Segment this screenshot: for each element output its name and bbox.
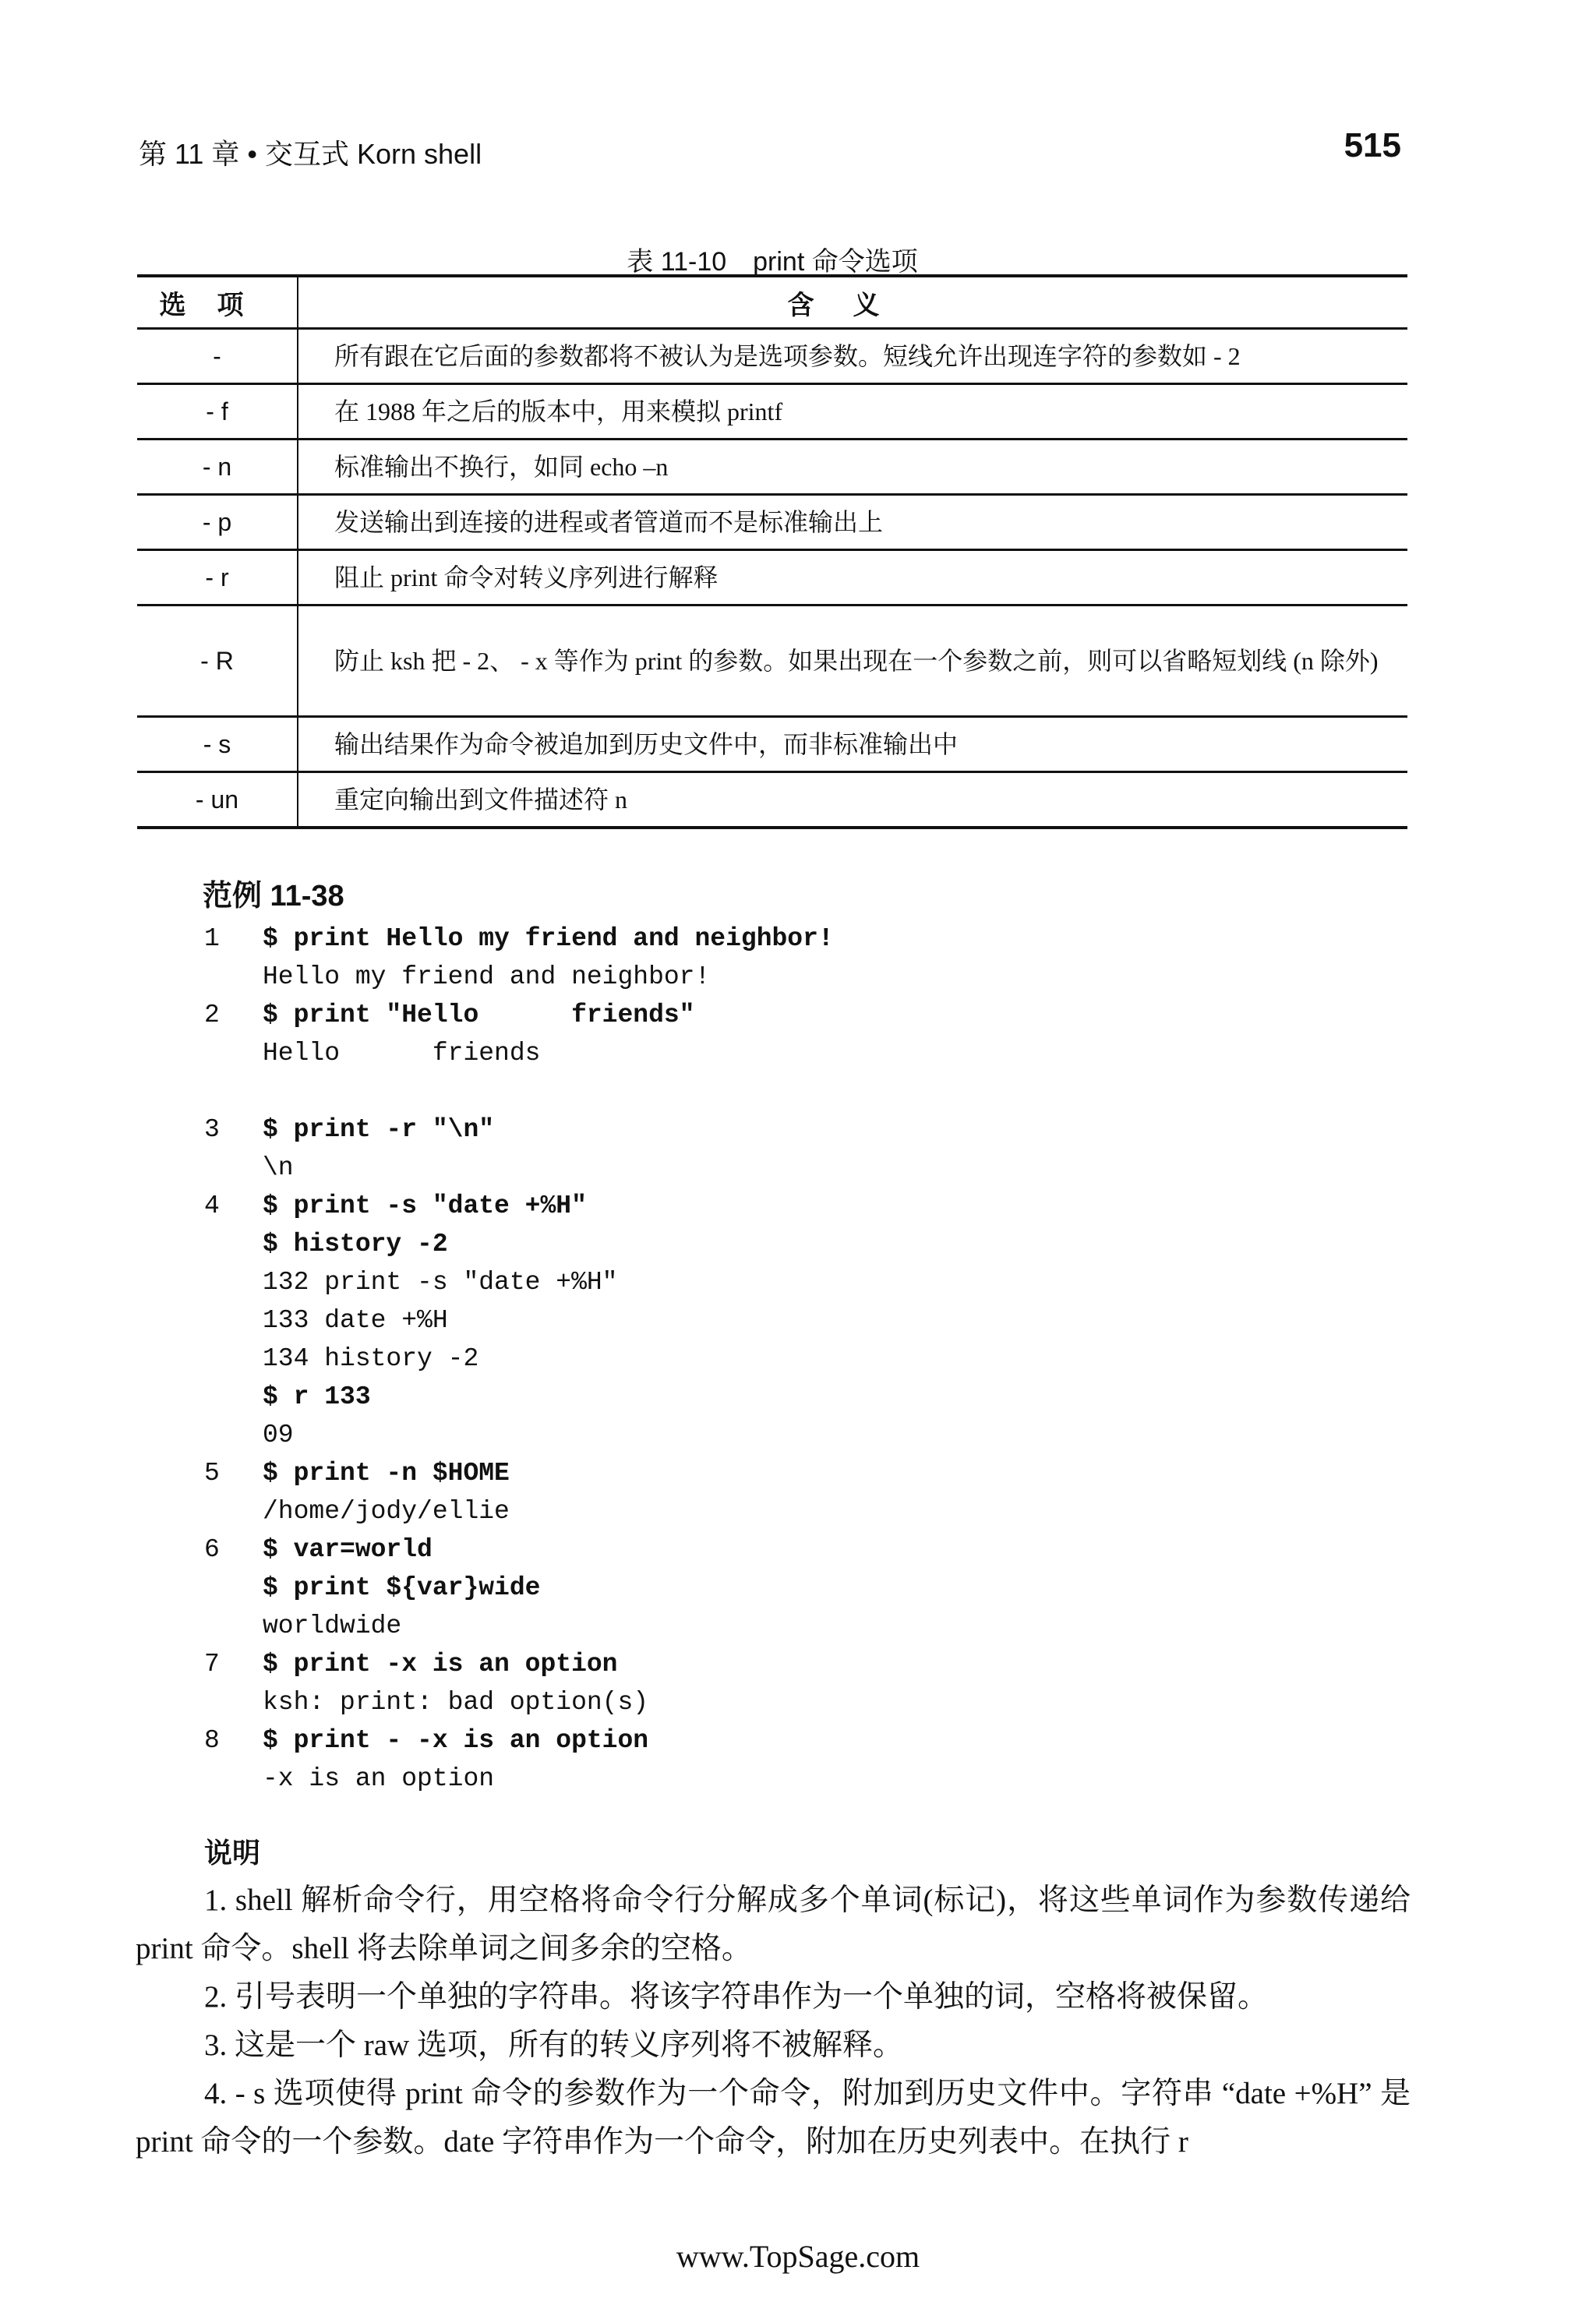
code-line (204, 1340, 1373, 1378)
code-line (204, 1378, 1373, 1416)
column-header-option: 选项 (137, 276, 298, 329)
meaning-cell: 防止 ksh 把 - 2、 - x 等作为 print 的参数。如果出现在一个参数之前，则可以省略短划线 (n 除外) (334, 647, 1379, 675)
code-line (204, 1416, 1373, 1454)
output-text: -x is an option (263, 1764, 495, 1793)
explanation-paragraph: 2. 引号表明一个单独的字符串。将该字符串作为一个单独的词，空格将被保留。 (204, 1980, 1269, 2014)
code-listing (204, 920, 1373, 1798)
command-text: $ print -n $HOME (263, 1459, 510, 1488)
line-number: 3 (204, 1115, 220, 1144)
command-text: $ print -x is an option (263, 1650, 618, 1679)
code-line (204, 1110, 1373, 1149)
meaning-cell: 发送输出到连接的进程或者管道而不是标准输出上 (334, 508, 884, 536)
footer-site: www.TopSage.com (676, 2239, 920, 2274)
table-row (137, 495, 1407, 550)
code-line (204, 920, 1373, 958)
command-text: $ print -r "\n" (263, 1115, 495, 1144)
page-number: 515 (1344, 126, 1401, 164)
table-row (137, 440, 1407, 495)
code-line (204, 1263, 1373, 1301)
code-line (204, 1034, 1373, 1072)
meaning-cell: 阻止 print 命令对转义序列进行解释 (334, 563, 719, 591)
command-text: $ print -s "date +%H" (263, 1192, 587, 1220)
command-text: $ history -2 (263, 1230, 448, 1259)
meaning-cell: 输出结果作为命令被追加到历史文件中，而非标准输出中 (334, 730, 959, 758)
code-line (204, 1569, 1373, 1607)
code-line (204, 996, 1373, 1034)
table-row (137, 772, 1407, 828)
table-header-row (137, 276, 1407, 329)
explanation-paragraph: 4. - s 选项使得 print 命令的参数作为一个命令，附加到历史文件中。字符串 “date +%H” 是 print 命令的一个参数。date 字符串作为一个命令，附加在历史列表中。在执行 r (136, 2077, 1411, 2159)
command-text: $ print Hello my friend and neighbor! (263, 924, 834, 953)
option-cell: - r (137, 550, 298, 605)
output-text: 134 history -2 (263, 1344, 479, 1373)
option-cell: - un (137, 772, 298, 828)
command-text: $ print "Hello friends" (263, 1001, 695, 1029)
code-line (204, 1301, 1373, 1340)
meaning-cell: 标准输出不换行，如同 echo –n (334, 453, 669, 481)
code-line (204, 1607, 1373, 1645)
explanation-title: 说明 (204, 1838, 261, 1869)
line-number: 4 (204, 1192, 220, 1220)
line-number: 6 (204, 1535, 220, 1564)
option-cell: - f (137, 384, 298, 440)
line-number: 8 (204, 1726, 220, 1755)
output-text: worldwide (263, 1612, 402, 1640)
command-text: $ print ${var}wide (263, 1573, 541, 1602)
table-row (137, 329, 1407, 384)
table-row (137, 550, 1407, 605)
meaning-cell: 所有跟在它后面的参数都将不被认为是选项参数。短线允许出现连字符的参数如 - 2 (334, 342, 1241, 370)
column-header-meaning: 含义 (787, 289, 919, 321)
table-row (137, 605, 1407, 717)
line-number: 1 (204, 924, 220, 953)
command-text: $ var=world (263, 1535, 433, 1564)
code-line (204, 1760, 1373, 1798)
output-text: /home/jody/ellie (263, 1497, 510, 1526)
command-text: $ r 133 (263, 1382, 371, 1411)
code-line (204, 1225, 1373, 1263)
code-line (204, 1149, 1373, 1187)
output-text: \n (263, 1153, 294, 1182)
code-line (204, 1721, 1373, 1760)
chapter-title: 第 11 章 • 交互式 Korn shell (139, 138, 482, 170)
output-text: Hello my friend and neighbor! (263, 962, 711, 991)
explanation-body (136, 1876, 1411, 2166)
explanation-paragraph: 3. 这是一个 raw 选项，所有的转义序列将不被解释。 (204, 2028, 903, 2062)
table-caption: 表 11-10 print 命令选项 (627, 247, 918, 277)
output-text: Hello friends (263, 1039, 541, 1068)
table-row (137, 384, 1407, 440)
line-number: 7 (204, 1650, 220, 1679)
output-text: 133 date +%H (263, 1306, 448, 1335)
option-cell: - s (137, 717, 298, 772)
line-number: 5 (204, 1459, 220, 1488)
option-cell: - n (137, 440, 298, 495)
code-line (204, 1454, 1373, 1492)
code-line (204, 1683, 1373, 1721)
option-cell: - (137, 329, 298, 384)
print-options-table (137, 274, 1407, 829)
code-line (204, 1530, 1373, 1569)
code-line (204, 1645, 1373, 1683)
code-line (204, 958, 1373, 996)
table-row (137, 717, 1407, 772)
meaning-cell: 重定向输出到文件描述符 n (334, 786, 628, 814)
option-cell: - R (137, 605, 298, 717)
page-header (0, 117, 1596, 171)
explanation-paragraph: 1. shell 解析命令行，用空格将命令行分解成多个单词(标记)，将这些单词作为参数传递给 print 命令。shell 将去除单词之间多余的空格。 (136, 1884, 1411, 1965)
output-text: 132 print -s "date +%H" (263, 1268, 618, 1297)
line-number: 2 (204, 1001, 220, 1029)
example-title: 范例 11-38 (203, 880, 344, 913)
code-line (204, 1072, 1373, 1110)
code-line (204, 1492, 1373, 1530)
output-text: ksh: print: bad option(s) (263, 1688, 649, 1717)
command-text: $ print - -x is an option (263, 1726, 649, 1755)
output-text: 09 (263, 1421, 294, 1449)
code-line (204, 1187, 1373, 1225)
meaning-cell: 在 1988 年之后的版本中，用来模拟 printf (334, 397, 783, 425)
option-cell: - p (137, 495, 298, 550)
